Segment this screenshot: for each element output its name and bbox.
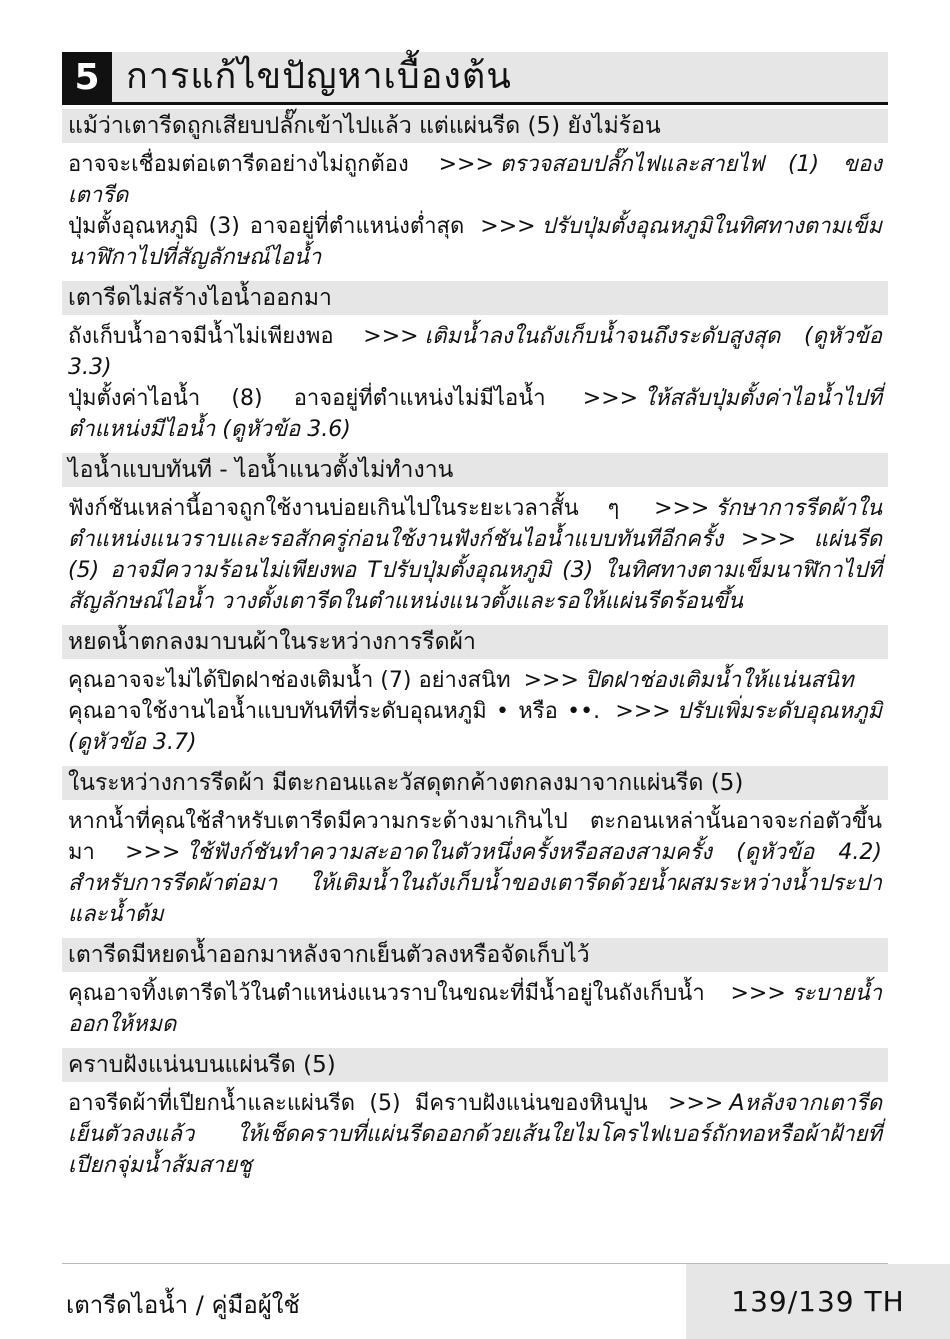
footer-page-number: 139/139 TH — [686, 1264, 950, 1339]
troubleshooting-section — [62, 766, 888, 934]
troubleshooting-item — [62, 493, 888, 617]
item-fix: เติมน้ำลงในถังเก็บน้ำจนถึงระดับสูงสุด (ดูหัวข้อ 3.3) — [68, 324, 882, 380]
item-arrow: >>> — [654, 496, 710, 521]
troubleshooting-section — [62, 625, 888, 762]
item-arrow: >>> — [363, 324, 419, 349]
item-arrow: >>> — [438, 152, 494, 177]
section-items — [62, 659, 888, 762]
item-fix: Aหลังจากเตารีดเย็นตัวลงแล้ว ให้เช็ดคราบที่แผ่นรีดออกด้วยเส้นใยไมโครไฟเบอร์ถักทอหรือผ้าฝ้ายที่เปียกจุ่มน้ำส้มสายชู — [68, 1091, 882, 1178]
troubleshooting-item — [62, 696, 888, 758]
item-cause: อาจจะเชื่อมต่อเตารีดอย่างไม่ถูกต้อง — [68, 152, 409, 177]
troubleshooting-item — [62, 806, 888, 930]
item-cause: ปุ่มตั้งอุณหภูมิ (3) อาจอยู่ที่ตำแหน่งต่ำสุด — [68, 214, 465, 239]
section-items — [62, 315, 888, 449]
troubleshooting-item — [62, 978, 888, 1040]
item-cause: ปุ่มตั้งค่าไอน้ำ (8) อาจอยู่ที่ตำแหน่งไม่มีไอน้ำ — [68, 386, 546, 411]
item-fix: ปรับเพิ่มระดับอุณหภูมิ (ดูหัวข้อ 3.7) — [68, 699, 882, 755]
footer-doc-title: เตารีดไอน้ำ / คู่มือผู้ใช้ — [66, 1291, 300, 1319]
item-cause: อาจรีดผ้าที่เปียกน้ำและแผ่นรีด (5) มีคราบฝังแน่นของหินปูน — [68, 1091, 648, 1116]
section-heading: ไอน้ำแบบทันที - ไอน้ำแนวตั้งไม่ทำงาน — [62, 453, 888, 487]
section-heading: เตารีดมีหยดน้ำออกมาหลังจากเย็นตัวลงหรือจัดเก็บไว้ — [62, 938, 888, 972]
item-fix: ตรวจสอบปลั๊กไฟและสายไฟ (1) ของเตารีด — [68, 152, 882, 208]
item-fix: ให้สลับปุ่มตั้งค่าไอน้ำไปที่ตำแหน่งมีไอน้ำ (ดูหัวข้อ 3.6) — [68, 386, 882, 442]
section-heading: เตารีดไม่สร้างไอน้ำออกมา — [62, 281, 888, 315]
page-content — [62, 52, 888, 1185]
troubleshooting-item — [62, 321, 888, 383]
item-arrow: >>> — [730, 981, 786, 1006]
troubleshooting-section — [62, 281, 888, 449]
troubleshooting-section — [62, 453, 888, 621]
section-items — [62, 1082, 888, 1185]
troubleshooting-item — [62, 149, 888, 211]
item-cause: คุณอาจจะไม่ได้ปิดฝาช่องเติมน้ำ (7) อย่างสนิท — [68, 668, 511, 693]
item-cause: ถังเก็บน้ำอาจมีน้ำไม่เพียงพอ — [68, 324, 334, 349]
item-arrow: >>> — [480, 214, 536, 239]
item-cause: คุณอาจทิ้งเตารีดไว้ในตำแหน่งแนวราบในขณะที่มีน้ำอยู่ในถังเก็บน้ำ — [68, 981, 705, 1006]
item-fix: ปิดฝาช่องเติมน้ำให้แน่นสนิท — [584, 668, 854, 693]
item-fix: ใช้ฟังก์ชันทำความสะอาดในตัวหนึ่งครั้งหรือสองสามครั้ง (ดูหัวข้อ 4.2) สำหรับการรีดผ้าต่อมา ให้เติมน้ำในถังเก็บน้ำของเตารีดด้วยน้ำผสมระหว่างน้ำประปาและน้ำต้ม — [68, 840, 882, 927]
section-items — [62, 487, 888, 621]
item-cause: ฟังก์ชันเหล่านี้อาจถูกใช้งานบ่อยเกินไปในระยะเวลาสั้น ๆ — [68, 496, 620, 521]
chapter-number: 5 — [62, 52, 112, 102]
troubleshooting-section — [62, 1048, 888, 1185]
section-items — [62, 143, 888, 277]
troubleshooting-item — [62, 665, 888, 696]
item-arrow: >>> — [125, 840, 181, 865]
item-arrow: >>> — [582, 386, 639, 411]
troubleshooting-item — [62, 1088, 888, 1181]
section-items — [62, 800, 888, 934]
troubleshooting-section — [62, 109, 888, 277]
item-cause: คุณอาจใช้งานไอน้ำแบบทันทีที่ระดับอุณหภูมิ • หรือ ••. — [68, 699, 601, 724]
chapter-title-bar — [62, 52, 888, 105]
troubleshooting-section — [62, 938, 888, 1044]
item-cause: หากน้ำที่คุณใช้สำหรับเตารีดมีความกระด้างมาเกินไป ตะกอนเหล่านั้นอาจจะก่อตัวขึ้นมา — [68, 809, 882, 865]
item-arrow: >>> — [615, 699, 671, 724]
troubleshooting-item — [62, 211, 888, 273]
section-heading: ในระหว่างการรีดผ้า มีตะกอนและวัสดุตกค้างตกลงมาจากแผ่นรีด (5) — [62, 766, 888, 800]
troubleshooting-sections — [62, 109, 888, 1185]
item-fix: ระบายน้ำออกให้หมด — [68, 981, 882, 1037]
item-arrow: >>> — [668, 1091, 724, 1116]
section-heading: หยดน้ำตกลงมาบนผ้าในระหว่างการรีดผ้า — [62, 625, 888, 659]
section-heading: คราบฝังแน่นบนแผ่นรีด (5) — [62, 1048, 888, 1082]
item-fix: รักษาการรีดผ้าในตำแหน่งแนวราบและรอสักครู่ก่อนใช้งานฟังก์ชันไอน้ำแบบทันทีอีกครั้ง >>> แผ่นรีด (5) อาจมีความร้อนไม่เพียงพอ Tปรับปุ่มตั้งอุณหภูมิ (3) ในทิศทางตามเข็มนาฬิกาไปที่สัญลักษณ์ไอน้ำ วางตั้งเตารีดในตำแหน่งแนวตั้งและรอให้แผ่นรีดร้อนขึ้น — [68, 496, 882, 614]
chapter-title: การแก้ไขปัญหาเบื้องต้น — [126, 56, 512, 97]
item-arrow: >>> — [523, 668, 579, 693]
section-heading: แม้ว่าเตารีดถูกเสียบปลั๊กเข้าไปแล้ว แต่แผ่นรีด (5) ยังไม่ร้อน — [62, 109, 888, 143]
section-items — [62, 972, 888, 1044]
troubleshooting-item — [62, 383, 888, 445]
item-fix: ปรับปุ่มตั้งอุณหภูมิในทิศทางตามเข็มนาฬิกาไปที่สัญลักษณ์ไอน้ำ — [68, 214, 882, 270]
